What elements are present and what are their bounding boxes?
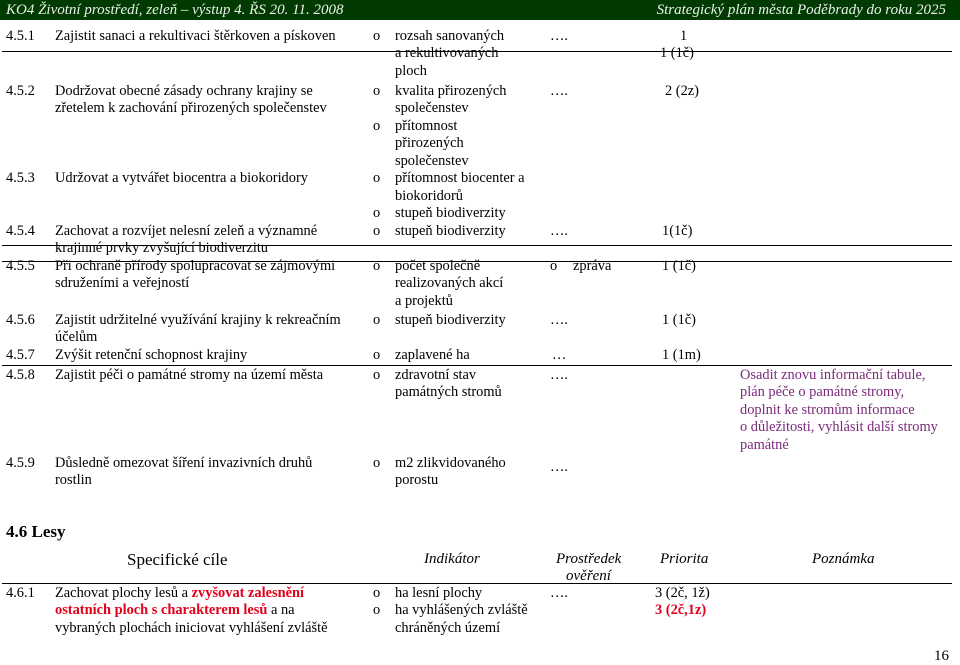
- row-goal: Zajistit sanaci a rekultivaci štěrkoven a pískoven: [55, 28, 336, 44]
- row-indicator: stupeň biodiverzity: [395, 205, 506, 221]
- row-indicator: porostu: [395, 472, 439, 488]
- column-header-note: Poznámka: [812, 551, 875, 567]
- row-note: památné: [740, 437, 789, 453]
- row-goal: Zachovat a rozvíjet nelesní zeleň a významné: [55, 223, 318, 239]
- row-note: doplnit ke stromům informace: [740, 402, 915, 418]
- section-heading: [6, 522, 66, 542]
- row-indicator: přítomnost biocenter a: [395, 170, 525, 186]
- goal-highlight: zvyšovat zalesnění: [191, 585, 304, 601]
- row-goal: vybraných plochách iniciovat vyhlášení zvláště: [55, 620, 328, 636]
- row-priority: 1: [680, 28, 688, 44]
- row-verification: …: [552, 347, 567, 363]
- bullet: o: [373, 118, 381, 134]
- row-verification: ….: [550, 223, 568, 239]
- row-goal: Důsledně omezovat šíření invazivních druhů: [55, 455, 313, 471]
- row-indicator: m2 zlikvidovaného: [395, 455, 506, 471]
- row-note: Osadit znovu informační tabule,: [740, 367, 926, 383]
- row-verification: ….: [550, 83, 568, 99]
- goal-text: a na: [267, 602, 295, 618]
- row-verification: ….: [550, 312, 568, 328]
- row-indicator: ha vyhlášených zvláště: [395, 602, 528, 618]
- row-indicator: biokoridorů: [395, 188, 463, 204]
- column-header-verification: ověření: [566, 568, 611, 584]
- row-indicator: společenstev: [395, 153, 469, 169]
- header-right: Strategický plán města Poděbrady do roku 2025: [656, 2, 946, 18]
- row-number: 4.5.3: [6, 170, 35, 186]
- table-row-divider: [2, 365, 952, 366]
- goal-text: Zachovat plochy lesů a: [55, 585, 192, 601]
- row-priority: 1 (1m): [662, 347, 701, 363]
- row-number: 4.5.4: [6, 223, 35, 239]
- row-goal: sdruženími a veřejností: [55, 275, 190, 291]
- bullet: o: [550, 258, 558, 274]
- column-header-indicator: Indikátor: [424, 551, 480, 567]
- row-number: 4.5.1: [6, 28, 35, 44]
- row-goal: rostlin: [55, 472, 92, 488]
- row-verification: ….: [550, 459, 568, 475]
- row-goal: Při ochraně přírody spolupracovat se zájmovými: [55, 258, 336, 274]
- row-number: 4.5.7: [6, 347, 35, 363]
- column-header-priority: Priorita: [660, 551, 709, 567]
- row-priority: 1 (1č): [662, 258, 696, 274]
- row-note: plán péče o památné stromy,: [740, 384, 905, 400]
- row-number: 4.5.8: [6, 367, 35, 383]
- row-indicator: kvalita přirozených: [395, 83, 507, 99]
- section-number: 4.6: [6, 522, 28, 541]
- page-number: 16: [934, 648, 949, 664]
- row-goal: Udržovat a vytvářet biocentra a biokoridory: [55, 170, 308, 186]
- row-indicator: přítomnost: [395, 118, 458, 134]
- column-header-goals: Specifické cíle: [127, 550, 228, 569]
- section-title: Lesy: [31, 522, 66, 541]
- row-goal: Zajistit péči o památné stromy na území města: [55, 367, 324, 383]
- row-priority: 3 (2č, 1ž): [655, 585, 710, 601]
- row-indicator: společenstev: [395, 100, 469, 116]
- row-goal: [55, 602, 295, 619]
- bullet: o: [373, 312, 381, 328]
- row-goal: účelům: [55, 329, 98, 345]
- row-goal: Zajistit udržitelné využívání krajiny k rekreačním: [55, 312, 341, 328]
- bullet: o: [373, 585, 381, 601]
- row-number: 4.6.1: [6, 585, 35, 601]
- row-goal: Dodržovat obecné zásady ochrany krajiny se: [55, 83, 313, 99]
- header-left: KO4 Životní prostředí, zeleň – výstup 4. ŘS 20. 11. 2008: [6, 2, 344, 18]
- row-verification: ….: [550, 28, 568, 44]
- row-priority: 2 (2z): [665, 83, 699, 99]
- row-number: 4.5.9: [6, 455, 35, 471]
- row-indicator: ha lesní plochy: [395, 585, 483, 601]
- bullet: o: [373, 223, 381, 239]
- row-indicator: a rekultivovaných: [395, 45, 499, 61]
- table-row-divider: [2, 583, 952, 584]
- row-indicator: a projektů: [395, 293, 453, 309]
- bullet: o: [373, 455, 381, 471]
- row-number: 4.5.5: [6, 258, 35, 274]
- bullet: o: [373, 602, 381, 618]
- row-indicator: chráněných území: [395, 620, 501, 636]
- bullet: o: [373, 205, 381, 221]
- row-indicator: realizovaných akcí: [395, 275, 504, 291]
- row-verification: ….: [550, 585, 568, 601]
- row-indicator: stupeň biodiverzity: [395, 223, 506, 239]
- page-header: [0, 0, 960, 20]
- row-indicator: přirozených: [395, 135, 464, 151]
- row-indicator: ploch: [395, 63, 427, 79]
- row-goal: zřetelem k zachování přirozených společenstev: [55, 100, 327, 116]
- bullet: o: [373, 170, 381, 186]
- row-priority: 1 (1č): [662, 312, 696, 328]
- row-note: o důležitosti, vyhlásit další stromy: [740, 419, 938, 435]
- row-priority: 1 (1č): [660, 45, 694, 61]
- row-goal: krajinné prvky zvyšující biodiverzitu: [55, 240, 269, 256]
- row-indicator: rozsah sanovaných: [395, 28, 505, 44]
- goal-highlight: ostatních ploch s charakterem lesů: [55, 602, 268, 618]
- bullet: o: [373, 347, 381, 363]
- bullet: o: [373, 83, 381, 99]
- row-number: 4.5.2: [6, 83, 35, 99]
- column-header-verification: Prostředek: [556, 551, 622, 567]
- row-number: 4.5.6: [6, 312, 35, 328]
- row-priority: 1(1č): [662, 223, 693, 239]
- row-indicator: počet společně: [395, 258, 481, 274]
- row-goal: Zvýšit retenční schopnost krajiny: [55, 347, 248, 363]
- row-indicator: památných stromů: [395, 384, 502, 400]
- bullet: o: [373, 258, 381, 274]
- row-goal: [55, 585, 304, 602]
- row-indicator: stupeň biodiverzity: [395, 312, 506, 328]
- row-indicator: zdravotní stav: [395, 367, 477, 383]
- bullet: o: [373, 367, 381, 383]
- row-verification: ….: [550, 367, 568, 383]
- row-verification: zpráva: [573, 258, 612, 274]
- row-indicator: zaplavené ha: [395, 347, 470, 363]
- row-priority-highlight: 3 (2č,1z): [655, 602, 707, 618]
- bullet: o: [373, 28, 381, 44]
